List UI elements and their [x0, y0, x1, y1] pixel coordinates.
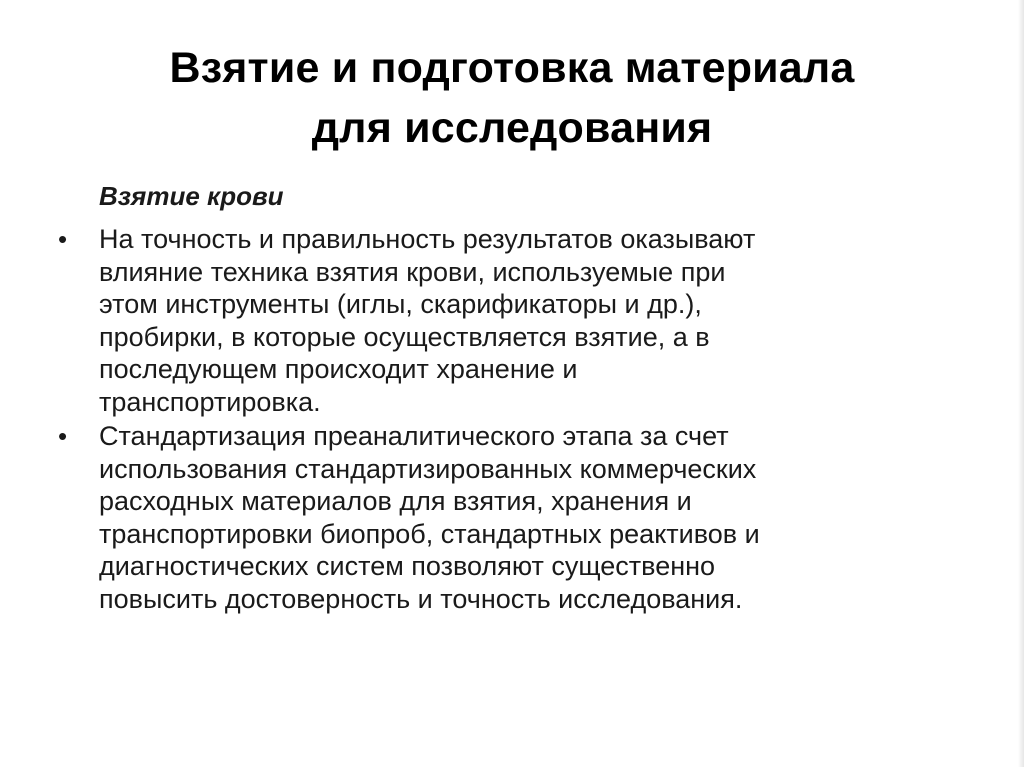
bullet-2-line-4: транспортировки биопроб, стандартных реактивов и — [99, 518, 760, 549]
bullet-2-line-2: использования стандартизированных коммерческих — [99, 453, 757, 484]
bullet-1-line-6: транспортировка. — [99, 386, 321, 417]
bullet-item-accuracy — [58, 223, 958, 418]
bullet-1-line-5: последующем происходит хранение и — [99, 354, 578, 384]
slide-edge-shadow — [1018, 0, 1024, 767]
bullet-1-line-4: пробирки, в которые осуществляется взятие, а в — [99, 321, 710, 352]
slide-title-line-1: Взятие и подготовка материала — [169, 44, 855, 92]
bullet-1-line-1: На точность и правильность результатов оказывают — [99, 224, 756, 254]
bullet-1-line-3: этом инструменты (иглы, скарификаторы и др.), — [99, 289, 702, 319]
bullet-list — [58, 223, 958, 617]
slide-title-line-2: для исследования — [311, 104, 713, 152]
bullet-2-line-1: Стандартизация преаналитического этапа за счет — [99, 421, 729, 451]
bullet-dot-icon: • — [58, 224, 68, 254]
bullet-2-line-6: повысить достоверность и точность исследования. — [99, 583, 743, 614]
bullet-2-line-3: расходных материалов для взятия, хранения и — [99, 486, 692, 516]
slide-title — [60, 38, 964, 158]
section-subtitle: Взятие крови — [99, 181, 284, 211]
bullet-dot-icon: • — [58, 421, 68, 451]
bullet-1-line-2: влияние техника взятия крови, используемые при — [99, 256, 726, 287]
bullet-2-line-5: диагностических систем позволяют существенно — [99, 551, 716, 581]
bullet-item-standardization — [58, 420, 958, 615]
